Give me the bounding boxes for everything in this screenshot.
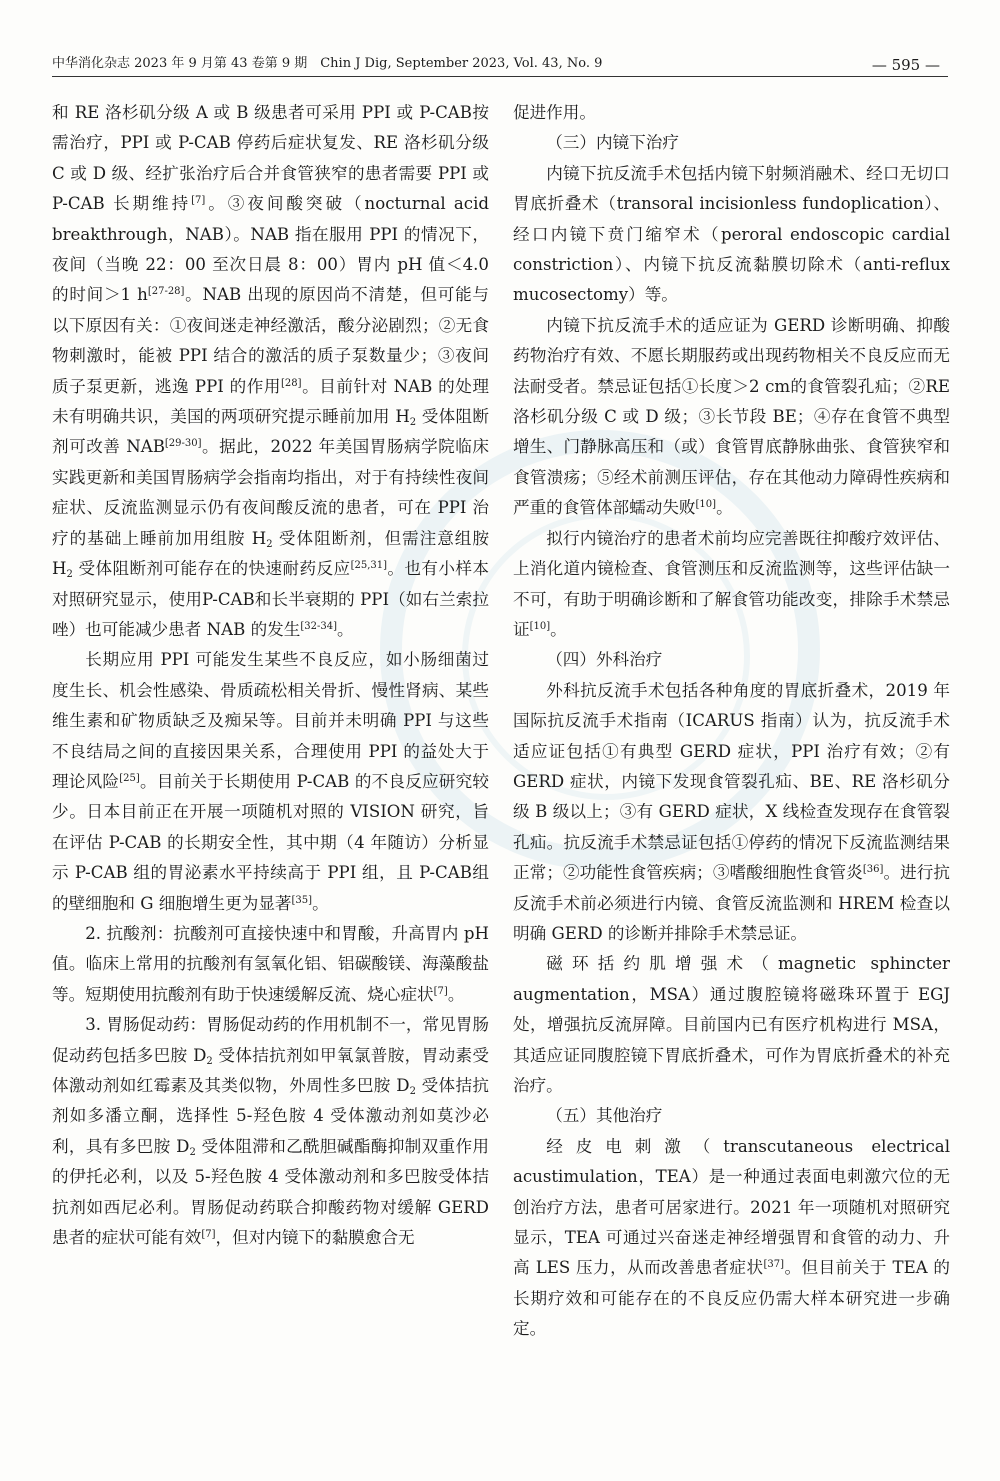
citation-ref: [28] <box>281 377 302 389</box>
citation-ref: [27-28] <box>147 286 185 298</box>
citation-ref: [25,31] <box>350 560 387 572</box>
text-run: 受体阻断剂，但需注意组胺 H <box>52 528 489 579</box>
section-heading-surgical: （四）外科治疗 <box>546 650 663 670</box>
citation-ref: [10] <box>695 499 717 511</box>
citation-ref: [29-30] <box>164 438 202 450</box>
page-number: — 595 — <box>871 56 940 74</box>
journal-citation: 中华消化杂志 2023 年 9 月第 43 卷第 9 期 Chin J Dig, September 2023, Vol. 43, No. 9 <box>52 56 603 71</box>
text-run: 长期应用 PPI 可能发生某些不良反应，如小肠细菌过度生长、机会性感染、骨质疏松相关骨折、慢性肾病、某些维生素和矿物质缺乏及痴呆等。目前并未明确 PPI 与这些不良结局之间的直接因果关系，合理使用 PPI 的益处大于理论风险 <box>52 650 489 791</box>
text-run: 。 <box>337 619 354 639</box>
text-run: 受体拮抗剂如多潘立酮，选择性 5-羟色胺 4 受体激动剂如莫沙必利，具有多巴胺 D <box>52 1076 489 1156</box>
text-run: 2. 抗酸剂：抗酸剂可直接快速中和胃酸，升高胃内 pH 值。临床上常用的抗酸剂有氢氧化铝、铝碳酸镁、海藻酸盐等。短期使用抗酸剂有助于快速缓解反流、烧心症状 <box>52 923 489 1004</box>
text-run: 经皮电刺激（transcutaneous electrical acustimulation，TEA）是一种通过表面电刺激穴位的无创治疗方法，患者可居家进行。2021 年一项随机对照研究显示，TEA 可通过兴奋迷走神经增强胃和食管的动力、升高 LES 压力，从而改善患者症状 <box>513 1136 950 1278</box>
paragraph-surgical <box>513 676 950 950</box>
text-run: 受体阻断剂可改善 NAB <box>52 407 489 457</box>
paragraph-antacids <box>52 919 489 1010</box>
paragraph-continuation: 促进作用。 <box>513 103 596 122</box>
paragraph-preop-evaluation <box>513 524 950 646</box>
text-run: 。 <box>447 984 465 1004</box>
text-run: 。也有小样本对照研究显示，使用P-CAB和长半衰期的 PPI（如右兰索拉唑）也可能减少患者 NAB 的发生 <box>52 559 490 639</box>
text-run: 外科抗反流手术包括各种角度的胃底折叠术，2019 年国际抗反流手术指南（ICARUS 指南）认为，抗反流手术适应证包括①有典型 GERD 症状，PPI 治疗有效；②有 GERD 症状，内镜下发现食管裂孔疝、BE、RE 洛杉矶分级 B 级以上；③有 GERD 症状，X 线检查发现存在食管裂孔疝。抗反流手术禁忌证包括①停药的情况下反流监测结果正常；②功能性食管疾病；③嗜酸细胞性食管炎 <box>513 680 950 883</box>
text-run: ，但对内镜下的黏膜愈合无 <box>215 1228 415 1248</box>
citation-ref: [7] <box>191 195 206 207</box>
subscript: 2 <box>266 538 273 550</box>
paragraph-endoscopic-indications <box>513 311 950 524</box>
citation-ref: [37] <box>763 1259 785 1271</box>
text-run: 受体阻滞和乙酰胆碱酯酶抑制双重作用的伊托必利，以及 5-羟色胺 4 受体激动剂和多巴胺受体拮抗剂如西尼必利。胃肠促动药联合抑酸药物对缓解 GERD 患者的症状可能有效 <box>52 1136 489 1248</box>
subscript: 2 <box>66 569 73 581</box>
subscript: 2 <box>409 417 417 429</box>
paragraph-prokinetics <box>52 1010 489 1253</box>
text-run: 。据此，2022 年美国胃肠病学院临床实践更新和美国胃肠病学会指南均指出，对于有持续性夜间症状、反流监测显示仍有夜间酸反流的患者，可在 PPI 治疗的基础上睡前加用组胺 H <box>52 437 489 548</box>
text-run: 。目前针对 NAB 的处理未有明确共识，美国的两项研究提示睡前加用 H <box>52 376 489 427</box>
text-run: 。 <box>716 498 733 518</box>
text-run: 。NAB 出现的原因尚不清楚，但可能与以下原因有关：①夜间迷走神经激活，酸分泌剧烈；②无食物刺激时，能被 PPI 结合的激活的质子泵数量少；③夜间质子泵更新，逃逸 PPI 的作用 <box>52 285 489 396</box>
text-run: 受体阻断剂可能存在的快速耐药反应 <box>72 559 351 579</box>
text-run: 。 <box>550 619 567 639</box>
text-run: 。目前关于长期使用 P-CAB 的不良反应研究较少。日本目前正在开展一项随机对照的 VISION 研究，旨在评估 P-CAB 的长期安全性，其中期（4 年随访）分析显示 P-CAB 组的胃泌素水平持续高于 PPI 组，且 P-CAB组的壁细胞和 G 细胞增生更为显著 <box>52 771 489 913</box>
citation-ref: [25] <box>119 772 140 784</box>
text-run: 。③夜间酸突破（nocturnal acid breakthrough，NAB）。NAB 指在服用 PPI 的情况下，夜间（当晚 22：00 至次日晨 8：00）胃内 pH 值＜4.0 的时间＞1 h <box>52 194 489 305</box>
paragraph-endoscopic-procedures: 内镜下抗反流手术包括内镜下射频消融术、经口无切口胃底折叠术（transoral incisionless fundoplication）、经口内镜下贲门缩窄术（peroral endoscopic cardial constriction）、内镜下抗反流黏膜切除术（anti-reflux mucosectomy）等。 <box>513 163 950 305</box>
section-heading-other: （五）其他治疗 <box>546 1106 663 1126</box>
section-heading-endoscopic: （三）内镜下治疗 <box>546 133 679 153</box>
subscript: 2 <box>409 1086 416 1097</box>
paragraph-tea <box>513 1132 950 1345</box>
paragraph-msa: 磁环括约肌增强术（magnetic sphincter augmentation，MSA）通过腹腔镜将磁珠环置于 EGJ 处，增强抗反流屏障。目前国内已有医疗机构进行 MSA，其适应证同腹腔镜下胃底折叠术，可作为胃底折叠术的补充治疗。 <box>513 954 950 1095</box>
right-column <box>513 98 950 1345</box>
paragraph-nab <box>52 98 489 645</box>
citation-ref: [32-34] <box>300 620 338 632</box>
running-header <box>52 50 948 77</box>
subscript: 2 <box>206 1055 213 1067</box>
text-run: 和 RE 洛杉矶分级 A 或 B 级患者可采用 PPI 或 P-CAB按需治疗，PPI 或 P-CAB 停药后症状复发、RE 洛杉矶分级 C 或 D 级、经扩张治疗后合并食管狭窄的患者需要 PPI 或 P-CAB 长期维持 <box>52 103 489 214</box>
citation-ref: [7] <box>201 1229 216 1241</box>
text-run: 3. 胃肠促动药：胃肠促动药的作用机制不一，常见胃肠促动药包括多巴胺 D <box>52 1015 489 1065</box>
text-run: 。但目前关于 TEA 的长期疗效和可能存在的不良反应仍需大样本研究进一步确定。 <box>513 1258 950 1339</box>
citation-ref: [35] <box>291 894 313 906</box>
text-run: 。进行抗反流手术前必须进行内镜、食管反流监测和 HREM 检查以明确 GERD 的诊断并排除手术禁忌证。 <box>513 863 951 943</box>
paragraph-adverse-effects <box>52 645 489 919</box>
left-column <box>52 98 489 1253</box>
subscript: 2 <box>189 1146 196 1158</box>
citation-ref: [36] <box>862 864 884 876</box>
text-run: 。 <box>312 893 329 913</box>
citation-ref: [10] <box>529 620 551 632</box>
text-run: 内镜下抗反流手术的适应证为 GERD 诊断明确、抑酸药物治疗有效、不愿长期服药或出现药物相关不良反应而无法耐受者。禁忌证包括①长度＞2 cm的食管裂孔疝；②RE 洛杉矶分级 C 或 D 级；③长节段 BE；④存在食管不典型增生、门静脉高压和（或）食管胃底静脉曲张、食管狭窄和食管溃疡；⑤经术前测压评估，存在其他动力障碍性疾病和严重的食管体部蠕动失败 <box>513 315 950 518</box>
citation-ref: [7] <box>433 985 448 997</box>
text-run: 受体拮抗剂如甲氧氯普胺，胃动素受体激动剂如红霉素及其类似物，外周性多巴胺 D <box>52 1045 489 1095</box>
text-run: 拟行内镜治疗的患者术前均应完善既往抑酸疗效评估、上消化道内镜检查、食管测压和反流监测等，这些评估缺一不可，有助于明确诊断和了解食管功能改变，排除手术禁忌证 <box>513 528 950 639</box>
